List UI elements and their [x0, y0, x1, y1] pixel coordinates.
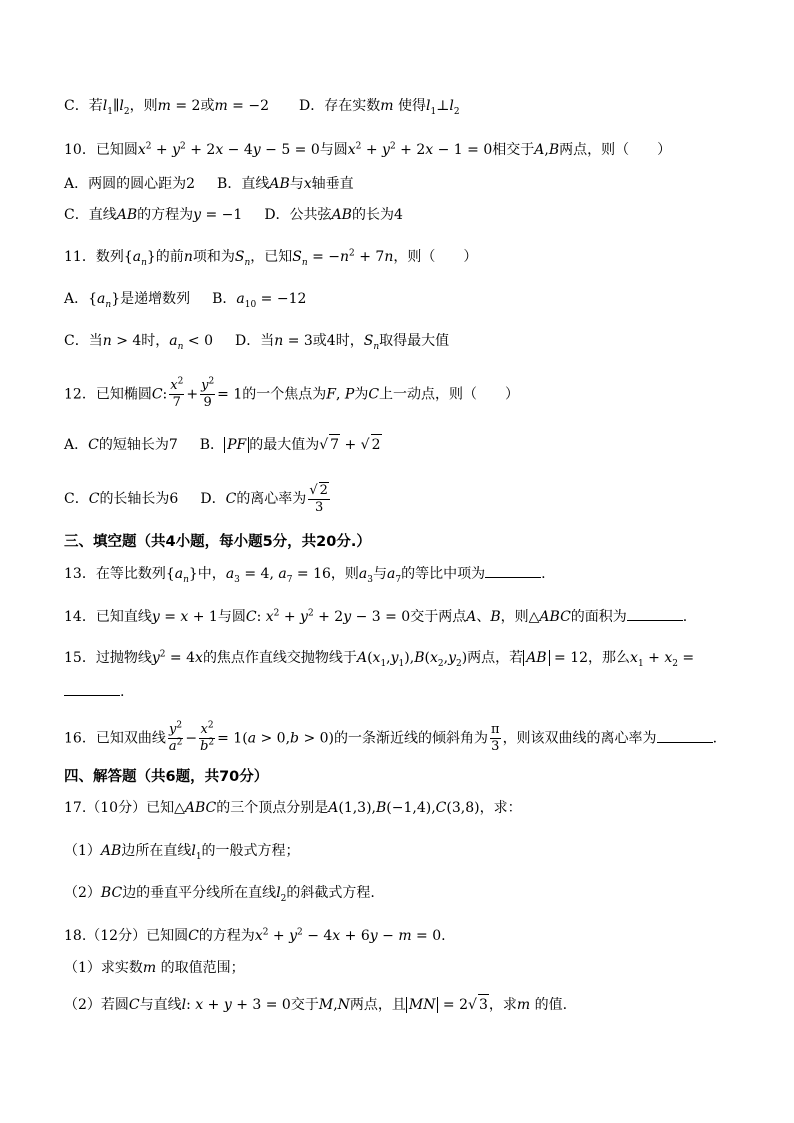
- question-13: 13．在等比数列$\{a_n\}$中，$a_3 = 4$, $a_7 = 16$，则$a_3$与$a_7$的等比中项为 .: [64, 563, 546, 584]
- question-10-options-cd: C．直线AB的方程为y = −1 D．公共弦AB的长为4: [64, 207, 403, 223]
- question-14: 14．已知直线y = x + 1与圆C: $x^2 + y^2 + 2y - 3 = 0$交于两点A、B，则△ABC的面积为 .: [64, 606, 687, 627]
- question-15: 15．过抛物线$y^2 = 4x$的焦点作直线交抛物线于$A(x_1,y_1),B(x_2,y_2)$两点，若 AB = 12，那么$x_1 + x_2$ =: [64, 649, 695, 669]
- question-10: 10．已知圆$x^2 + y^2 + 2x - 4y - 5 = 0$与圆$x^2 + y^2 + 2x - 1 = 0$相交于A,B两点，则（ ）: [64, 141, 672, 158]
- section-3-heading: 三、填空题（共4小题，每小题5分，共20分.）: [64, 534, 371, 550]
- question-11-options-ab: A．$\{a_n\}$是递增数列 B．$a_{10} = -12$: [64, 291, 307, 310]
- question-12-options-cd: C．C的长轴长为6 D．C的离心率为 $\frac{√ 2}{3}$: [64, 483, 328, 515]
- question-15-blank: .: [64, 681, 124, 702]
- question-11: 11．数列$\{a_n\}$的前n项和为$S_n$，已知$S_n = -n^2 + 7n$，则（ ）: [64, 248, 478, 268]
- q9-options-cd: C．若$l_1\parallel l_2$，则m = 2或m = −2 D．存在实数m 使得$l_1\perp l_2$: [64, 98, 460, 117]
- question-17-part-1: （1）AB边所在直线$l_1$的一般式方程；: [64, 843, 300, 862]
- question-18-part-2: （2）若圆C与直线l: x + y + 3 = 0交于M,N两点，且 MN = 2√ 3，求m 的值.: [64, 994, 567, 1015]
- question-16: 16．已知双曲线 $\frac{y^2}{a^2}$ − $\frac{x^2}{b^2}$ = 1(a > 0,b > 0)的一条渐近线的倾斜角为 $\frac{\pi}{3}$ ，则该双曲线的离心率为 .: [64, 720, 718, 754]
- question-18: 18.（12分）已知圆C的方程为$x^2 + y^2 - 4x + 6y - m = 0$.: [64, 927, 446, 944]
- question-11-options-cd: C．当n > 4时，$a_n < 0$ D．当n = 3或4时，$S_n$取得最大值: [64, 333, 450, 352]
- question-12-options-ab: A．C的短轴长为7 B． PF 的最大值为√ 7 + √ 2: [64, 434, 382, 455]
- question-10-options-ab: A．两圆的圆心距为2 B．直线AB与x轴垂直: [64, 176, 354, 192]
- section-4-heading: 四、解答题（共6题，共70分）: [64, 769, 269, 785]
- question-12: 12．已知椭圆C: $\frac{x^2}{7}$ + $\frac{y^2}{9}$ = 1的一个焦点为F, P为C上一动点，则（ ）: [64, 376, 520, 410]
- question-18-part-1: （1）求实数m 的取值范围；: [64, 960, 245, 976]
- question-17-part-2: （2）BC边的垂直平分线所在直线$l_2$的斜截式方程.: [64, 885, 375, 904]
- question-17: 17.（10分）已知△ABC的三个顶点分别是A(1,3),B(−1,4),C(3,8)，求：: [64, 800, 522, 816]
